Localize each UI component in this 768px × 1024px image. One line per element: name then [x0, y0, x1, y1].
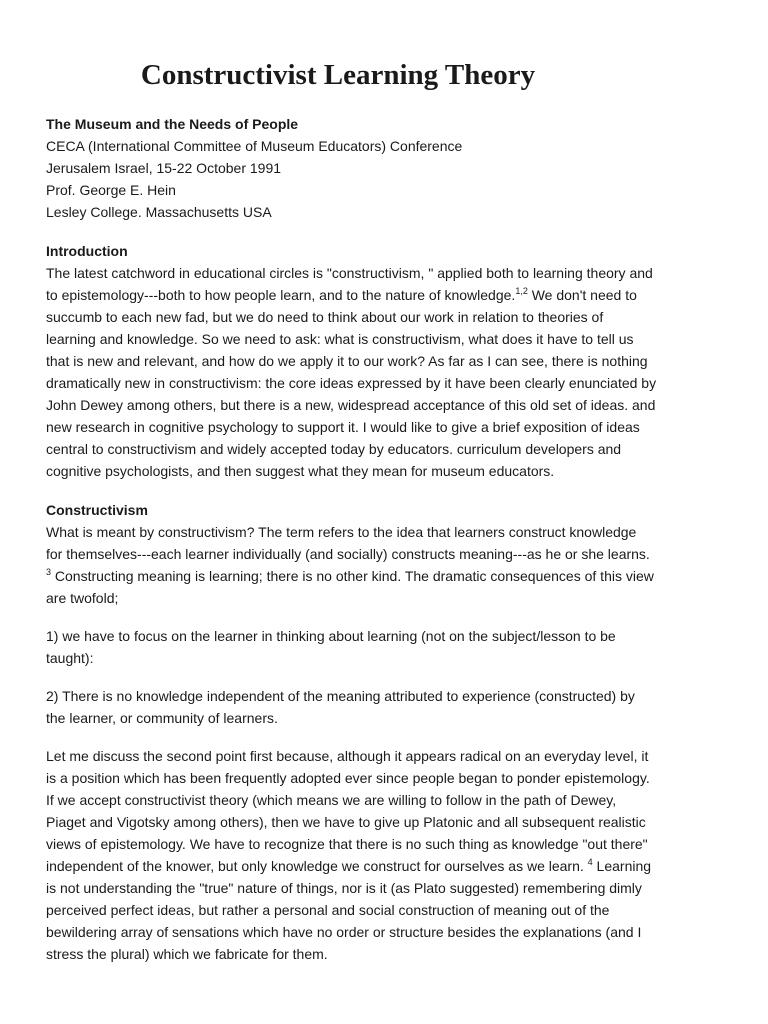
paragraph-line: 2) There is no knowledge independent of the meaning attributed to experience (constructed) by [46, 688, 635, 704]
paragraph-line: John Dewey among others, but there is a new, widespread acceptance of this old set of ideas. and [46, 397, 656, 413]
point-two [46, 685, 726, 729]
conference-heading: The Museum and the Needs of People [46, 116, 299, 132]
paragraph-line: Piaget and Vigotsky among others), then we have to give up Platonic and all subsequent realistic [46, 814, 646, 830]
footnote-ref: 3 [46, 567, 52, 577]
paragraph-line: What is meant by constructivism? The term refers to the idea that learners construct knowledge [46, 524, 637, 540]
paragraph-line: new research in cognitive psychology to support it. I would like to give a brief exposition of ideas [46, 419, 640, 435]
footnote-ref: 4 [587, 857, 593, 867]
paragraph-line: perceived perfect ideas, but rather a personal and social construction of meaning out of the [46, 902, 610, 918]
text-run: Constructing meaning is learning; there is no other kind. The dramatic consequences of this view [51, 568, 654, 584]
paragraph-line [46, 565, 726, 587]
text-run: We don't need to [527, 287, 637, 303]
author-affiliation: Lesley College. Massachusetts USA [46, 204, 272, 220]
paragraph-line: succumb to each new fad, but we do need to think about our work in relation to theories of [46, 309, 604, 325]
paragraph-line: taught): [46, 650, 94, 666]
point-one [46, 625, 726, 669]
paragraph-line: cognitive psychologists, and then suggest what they mean for museum educators. [46, 463, 555, 479]
paragraph-line: 1) we have to focus on the learner in thinking about learning (not on the subject/lesson to be [46, 628, 616, 644]
paragraph-line [46, 284, 726, 306]
introduction-section [46, 240, 726, 482]
paragraph-line: The latest catchword in educational circles is "constructivism, " applied both to learning theory and [46, 265, 653, 281]
paragraph-line: for themselves---each learner individually (and socially) constructs meaning---as he or she learns. [46, 546, 650, 562]
paragraph-line [46, 855, 726, 877]
paragraph-line: is not understanding the "true" nature of things, nor is it (as Plato suggested) remembering dimly [46, 880, 642, 896]
document-title: Constructivist Learning Theory [140, 59, 536, 91]
introduction-heading: Introduction [46, 243, 128, 259]
author-name: Prof. George E. Hein [46, 182, 176, 198]
paragraph-line: is a position which has been frequently adopted ever since people began to ponder epistemology. [46, 770, 650, 786]
paragraph-line: are twofold; [46, 590, 119, 606]
constructivism-section [46, 499, 726, 609]
paragraph-line: views of epistemology. We have to recognize that there is no such thing as knowledge "out there" [46, 836, 648, 852]
document-body [46, 113, 726, 965]
constructivism-heading: Constructivism [46, 502, 148, 518]
conference-name: CECA (International Committee of Museum Educators) Conference [46, 138, 463, 154]
paragraph-line: learning and knowledge. So we need to ask: what is constructivism, what does it have to tell us [46, 331, 634, 347]
footnote-ref: 1,2 [515, 286, 528, 296]
discussion-paragraph [46, 745, 726, 965]
paragraph-line: Let me discuss the second point first because, although it appears radical on an everyday level, it [46, 748, 649, 764]
paragraph-line: If we accept constructivist theory (which means we are willing to follow in the path of Dewey, [46, 792, 617, 808]
text-run: independent of the knower, but only knowledge we construct for ourselves as we learn. [46, 858, 588, 874]
paragraph-line: the learner, or community of learners. [46, 710, 278, 726]
paragraph-line: bewildering array of sensations which have no order or structure besides the explanations (and I [46, 924, 642, 940]
text-run: to epistemology---both to how people learn, and to the nature of knowledge. [46, 287, 516, 303]
paragraph-line: dramatically new in constructivism: the core ideas expressed by it have been clearly enunciated by [46, 375, 657, 391]
paragraph-line: central to constructivism and widely accepted today by educators. curriculum developers and [46, 441, 622, 457]
conference-location-date: Jerusalem Israel, 15-22 October 1991 [46, 160, 282, 176]
text-run: Learning [592, 858, 652, 874]
paragraph-line: that is new and relevant, and how do we apply it to our work? As far as I can see, there is nothing [46, 353, 648, 369]
paragraph-line: stress the plural) which we fabricate for them. [46, 946, 328, 962]
conference-header [46, 113, 726, 223]
